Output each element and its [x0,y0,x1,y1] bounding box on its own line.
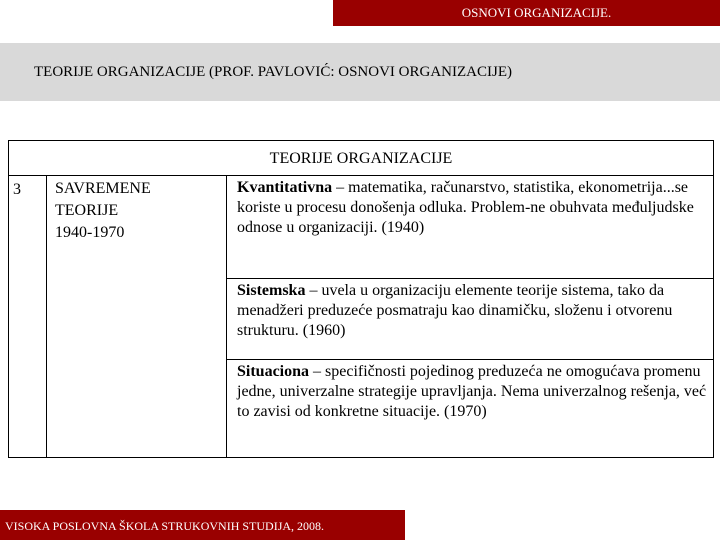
theory-text: – uvela u organizaciju elemente teorije sistema, tako da menadžeri preduzeće posmatraju kao dinamičku, složenu i otvorenu strukturu. (1960) [237,282,673,339]
theory-term: Situaciona [237,363,310,380]
top-banner: OSNOVI ORGANIZACIJE. [333,0,720,26]
theory-description [227,176,714,279]
theory-text: – matematika, računarstvo, statistika, ekonometrija...se koriste u procesu donošenja odluka. Problem-ne obuhvata međuljudske odnose u organizaciji. (1940) [237,179,694,236]
theory-term: Kvantitativna [237,179,333,196]
table-heading: TEORIJE ORGANIZACIJE [9,141,714,176]
theory-term: Sistemska [237,282,306,299]
category-cell [47,176,227,458]
row-number: 3 [9,176,47,458]
theory-text: – specifičnosti pojedinog preduzeća ne omogućava promenu jedne, univerzalne strategije upravljanja. Nema univerzalnog rešenja, već to zavisi od konkretne situacije. (1970) [237,363,707,420]
category-period: 1940-1970 [55,224,125,241]
footer-banner: VISOKA POSLOVNA ŠKOLA STRUKOVNIH STUDIJA, 2008. [0,510,405,540]
theory-table [8,140,714,458]
slide-title: TEORIJE ORGANIZACIJE (PROF. PAVLOVIĆ: OSNOVI ORGANIZACIJE) [0,43,720,101]
theory-description [227,360,714,458]
theory-description [227,279,714,360]
table-row [9,176,714,279]
category-label-line2: TEORIJE [55,202,119,219]
category-label-line1: SAVREMENE [55,180,151,197]
